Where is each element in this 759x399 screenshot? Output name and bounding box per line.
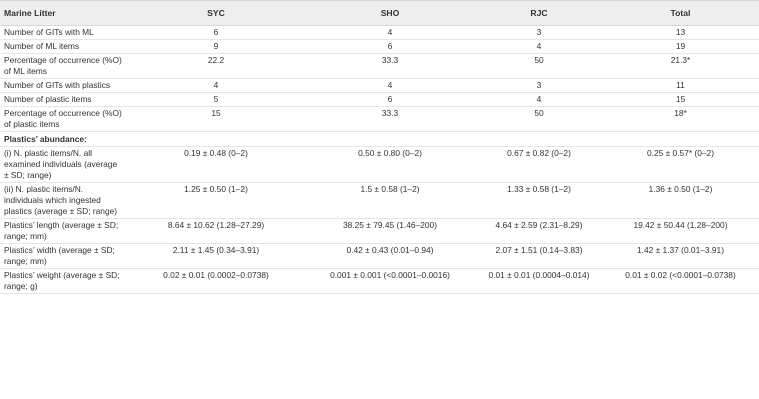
header-row [0,1,759,26]
cell-total: 18* [674,108,687,118]
table-header [0,1,759,26]
table-row [0,26,759,40]
row-label: Plastics’ weight (average ± SD; range; g) [4,270,120,291]
table-row [0,147,759,183]
cell-rjc: 4 [536,94,542,104]
cell-sho: 0.42 ± 0.43 (0.01–0.94) [346,245,434,255]
header-syc: SYC [128,1,304,26]
cell-total: 0.01 ± 0.02 (<0.0001–0.0738) [625,270,736,280]
cell-syc: 6 [213,27,219,37]
cell-rjc: 3 [536,80,542,90]
cell-sho: 6 [387,41,393,51]
cell-syc: 0.19 ± 0.48 (0–2) [184,148,248,158]
empty-cell [476,132,602,147]
cell-rjc: 3 [536,27,542,37]
header-rjc: RJC [476,1,602,26]
cell-rjc: 4 [536,41,542,51]
cell-syc: 8.64 ± 10.62 (1.28–27.29) [167,220,265,230]
cell-total: 11 [676,80,685,90]
cell-rjc: 2.07 ± 1.51 (0.14–3.83) [495,245,583,255]
row-label: Percentage of occurrence (%O) of plastic items [4,108,122,129]
table-row [0,269,759,294]
row-label: Plastics’ width (average ± SD; range; mm) [4,245,115,266]
cell-sho: 1.5 ± 0.58 (1–2) [360,184,420,194]
cell-sho: 0.50 ± 0.80 (0–2) [358,148,422,158]
table-row [0,219,759,244]
cell-sho: 0.001 ± 0.001 (<0.0001–0.0016) [330,270,450,280]
cell-syc: 15 [211,108,221,118]
cell-total: 1.36 ± 0.50 (1–2) [648,184,713,194]
row-label: Percentage of occurrence (%O) of ML items [4,55,122,76]
empty-cell [304,132,476,147]
header-marine-litter: Marine Litter [0,1,128,26]
cell-rjc: 1.33 ± 0.58 (1–2) [507,184,571,194]
row-label: Number of ML items [4,41,80,51]
cell-sho: 33.3 [381,108,399,118]
cell-total: 21.3* [670,55,691,65]
cell-rjc: 0.67 ± 0.82 (0–2) [507,148,571,158]
cell-syc: 2.11 ± 1.45 (0.34–3.91) [172,245,260,255]
cell-rjc: 4.64 ± 2.59 (2.31–8.29) [495,220,583,230]
cell-syc: 22.2 [207,55,225,65]
cell-sho: 38.25 ± 79.45 (1.46–200) [342,220,437,230]
row-label: Plastics’ length (average ± SD; range; mm) [4,220,119,241]
row-label: Number of plastic items [4,94,92,104]
cell-rjc: 50 [534,108,544,118]
table-body [0,26,759,294]
cell-syc: 4 [213,80,219,90]
row-label: (i) N. plastic items/N. all examined individuals (average ± SD; range) [4,148,118,180]
table-row [0,93,759,107]
section-row [0,132,759,147]
cell-sho: 4 [387,27,393,37]
cell-total: 13 [675,27,686,37]
cell-syc: 1.25 ± 0.50 (1–2) [184,184,248,194]
cell-syc: 0.02 ± 0.01 (0.0002–0.0738) [163,270,269,280]
cell-total: 1.42 ± 1.37 (0.01–3.91) [636,245,724,255]
empty-cell [128,132,304,147]
header-sho: SHO [304,1,476,26]
cell-total: 15 [675,94,686,104]
table-row [0,54,759,79]
table-row [0,244,759,269]
cell-sho: 6 [387,94,393,104]
cell-sho: 4 [387,80,393,90]
row-label: Number of GITs with plastics [4,80,111,90]
empty-cell [602,132,759,147]
cell-total: 0.25 ± 0.57* (0–2) [647,148,714,158]
cell-sho: 33.3 [381,55,399,65]
table-row [0,183,759,219]
cell-rjc: 50 [534,55,544,65]
table-row [0,40,759,54]
cell-syc: 9 [213,41,219,51]
cell-syc: 5 [213,94,219,104]
header-total: Total [602,1,759,26]
row-label: Number of GITs with ML [4,27,94,37]
table-row [0,79,759,93]
row-label: (ii) N. plastic items/N. individuals which ingested plastics (average ± SD; range) [4,184,118,216]
cell-total: 19.42 ± 50.44 (1.28–200) [633,220,728,230]
cell-rjc: 0.01 ± 0.01 (0.0004–0.014) [488,270,590,280]
table-row [0,107,759,132]
cell-total: 19 [675,41,686,51]
section-label-plastics-abundance: Plastics’ abundance: [4,134,87,144]
